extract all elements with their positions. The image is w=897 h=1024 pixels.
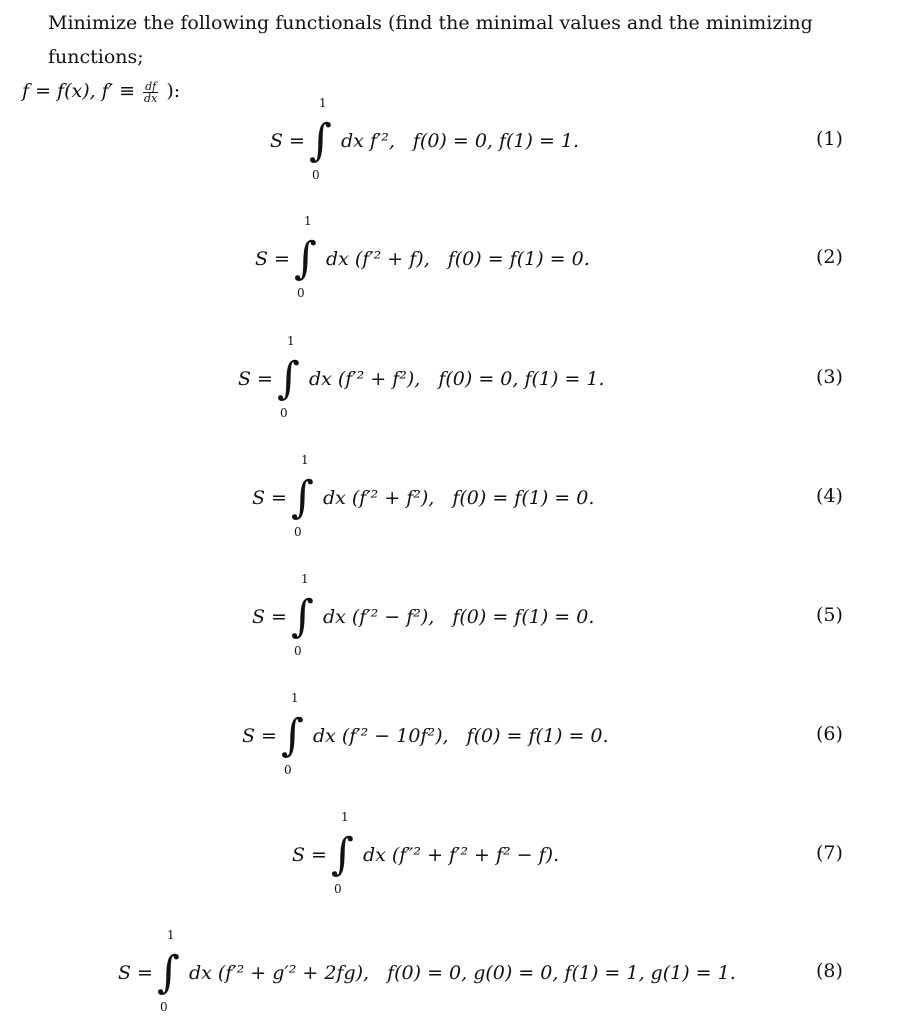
equation-number: (1) bbox=[816, 128, 843, 150]
integral-lower-limit: 0 bbox=[283, 763, 292, 777]
integral-lower-limit: 0 bbox=[159, 1000, 168, 1014]
equation-1 bbox=[0, 96, 897, 186]
boundary-conditions: f(0) = 0, f(1) = 1. bbox=[412, 130, 580, 152]
integral-upper-limit: 1 bbox=[303, 214, 312, 228]
integral-symbol: ∫ bbox=[330, 829, 354, 880]
equation-lhs: S bbox=[252, 487, 266, 509]
fraction-numerator: df bbox=[143, 81, 158, 93]
equation-number: (4) bbox=[816, 485, 843, 507]
intro-line-2-prefix: f = f(x), f′ ≡ bbox=[22, 80, 142, 102]
integrand: dx (f′² + f²), bbox=[308, 368, 421, 390]
equation-lhs: S bbox=[242, 725, 256, 747]
integral-upper-limit: 1 bbox=[340, 810, 349, 824]
integral-lower-limit: 0 bbox=[279, 406, 288, 420]
integral-upper-limit: 1 bbox=[318, 96, 327, 110]
integral-sign bbox=[294, 214, 318, 304]
integrand: dx (f″² + f′² + f² − f). bbox=[362, 844, 560, 866]
integral-sign bbox=[309, 96, 333, 186]
equation-2 bbox=[0, 214, 897, 304]
equals-sign: = bbox=[257, 368, 273, 390]
integral-sign bbox=[157, 928, 181, 1018]
integral-upper-limit: 1 bbox=[290, 691, 299, 705]
integral-lower-limit: 0 bbox=[333, 882, 342, 896]
equation-lhs: S bbox=[270, 130, 284, 152]
equals-sign: = bbox=[261, 725, 277, 747]
boundary-conditions: f(0) = f(1) = 0. bbox=[447, 248, 590, 270]
integral-upper-limit: 1 bbox=[300, 453, 309, 467]
intro-text bbox=[22, 6, 872, 108]
equation-5 bbox=[0, 572, 897, 662]
integral-sign bbox=[277, 334, 301, 424]
integral-symbol: ∫ bbox=[290, 472, 314, 523]
integrand: dx (f′² + g′² + 2fg), bbox=[188, 962, 370, 984]
equation-number: (2) bbox=[816, 246, 843, 268]
integral-upper-limit: 1 bbox=[166, 928, 175, 942]
integral-symbol: ∫ bbox=[290, 591, 314, 642]
integral-sign bbox=[291, 572, 315, 662]
integral-lower-limit: 0 bbox=[311, 168, 320, 182]
integral-lower-limit: 0 bbox=[293, 644, 302, 658]
equation-lhs: S bbox=[238, 368, 252, 390]
equation-number: (3) bbox=[816, 366, 843, 388]
equation-7 bbox=[0, 810, 897, 900]
integrand: dx (f′² + f), bbox=[325, 248, 430, 270]
integral-symbol: ∫ bbox=[156, 947, 180, 998]
equals-sign: = bbox=[271, 606, 287, 628]
integral-symbol: ∫ bbox=[280, 710, 304, 761]
equals-sign: = bbox=[274, 248, 290, 270]
integrand: dx (f′² + f²), bbox=[322, 487, 435, 509]
intro-line-2-suffix: ): bbox=[160, 80, 181, 102]
equation-3 bbox=[0, 334, 897, 424]
integral-lower-limit: 0 bbox=[293, 525, 302, 539]
equation-lhs: S bbox=[252, 606, 266, 628]
fraction-denominator: dx bbox=[144, 91, 158, 105]
integral-symbol: ∫ bbox=[308, 115, 332, 166]
integral-sign bbox=[281, 691, 305, 781]
equation-4 bbox=[0, 453, 897, 543]
equals-sign: = bbox=[137, 962, 153, 984]
equation-6 bbox=[0, 691, 897, 781]
integral-sign bbox=[291, 453, 315, 543]
integrand: dx f′², bbox=[340, 130, 395, 152]
equation-lhs: S bbox=[118, 962, 132, 984]
boundary-conditions: f(0) = 0, f(1) = 1. bbox=[438, 368, 605, 390]
equation-lhs: S bbox=[292, 844, 306, 866]
integral-symbol: ∫ bbox=[293, 233, 317, 284]
equals-sign: = bbox=[289, 130, 305, 152]
equation-lhs: S bbox=[255, 248, 269, 270]
equation-number: (5) bbox=[816, 604, 843, 626]
boundary-conditions: f(0) = f(1) = 0. bbox=[466, 725, 609, 747]
integrand: dx (f′² − f²), bbox=[322, 606, 435, 628]
integral-upper-limit: 1 bbox=[286, 334, 295, 348]
boundary-conditions: f(0) = f(1) = 0. bbox=[452, 487, 595, 509]
equation-8 bbox=[0, 928, 897, 1018]
integrand: dx (f′² − 10f²), bbox=[312, 725, 449, 747]
boundary-conditions: f(0) = 0, g(0) = 0, f(1) = 1, g(1) = 1. bbox=[387, 962, 736, 984]
boundary-conditions: f(0) = f(1) = 0. bbox=[452, 606, 595, 628]
equation-number: (6) bbox=[816, 723, 843, 745]
equation-number: (7) bbox=[816, 842, 843, 864]
integral-lower-limit: 0 bbox=[296, 286, 305, 300]
integral-symbol: ∫ bbox=[276, 353, 300, 404]
equation-number: (8) bbox=[816, 960, 843, 982]
integral-sign bbox=[331, 810, 355, 900]
integral-upper-limit: 1 bbox=[300, 572, 309, 586]
intro-line-1: Minimize the following functionals (find the minimal values and the minimizing functions; bbox=[48, 12, 813, 68]
equals-sign: = bbox=[271, 487, 287, 509]
equals-sign: = bbox=[311, 844, 327, 866]
